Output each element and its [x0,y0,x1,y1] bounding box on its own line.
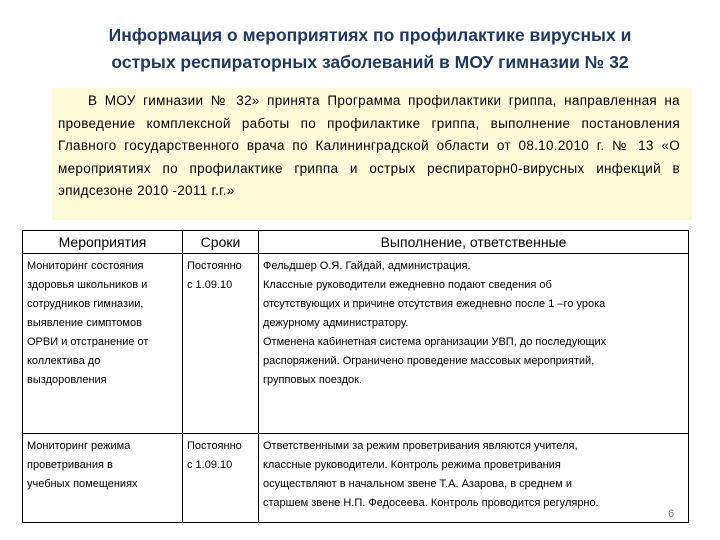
table-row [23,254,689,434]
cell-line: Отменена кабинетная система организации УВП, до последующих [263,336,607,348]
cell-line: ОРВИ и отстранение от [27,336,149,348]
cell-line: Классные руководители ежедневно подают сведения об [263,279,552,291]
cell-line: отсутствующих и причине отсутствия ежедневно после 1 –го урока [263,298,606,310]
cell-line: групповых поездок. [263,374,362,386]
intro-text-start: В МОУ гимназии № 32» принята [88,93,328,108]
header-execution: Выполнение, ответственные [259,231,689,254]
table-header-row [23,231,689,254]
table-row [23,434,689,523]
cell-line: сотрудников гимназии, [27,298,144,310]
slide-title [60,22,680,76]
cell-line: выявление симптомов [27,317,142,329]
execution-cell [259,434,689,523]
cell-line: здоровья школьников и [27,279,148,291]
event-cell [23,254,183,434]
cell-line: учебных помещениях [27,478,138,490]
event-cell [23,434,183,523]
cell-line: Постоянно [187,440,242,452]
cell-line: Фельдшер О.Я. Гайдай, администрация. [263,260,471,272]
dates-cell [183,254,259,434]
header-dates: Сроки [183,231,259,254]
cell-line: Мониторинг состояния [27,260,144,272]
dates-cell [183,434,259,523]
cell-line: Мониторинг режима [27,440,131,452]
intro-program-name: Программа профилактики гриппа, [327,93,557,108]
cell-line: осуществляют в начальном звене Т.А. Азарова, в среднем и [263,478,573,490]
cell-line: Ответственными за режим проветривания являются учителя, [263,440,578,452]
cell-line: Постоянно [187,260,242,272]
intro-text-end: направленная на проведение комплексной работы по профилактике гриппа, выполнение постановления Главного государственного врача по Калининградской области от 08.10.2010 г. № 13 «О мероприятиях по профилактике гриппа и острых респираторн0-вирусных инфекций в эпидсезоне 2010 -2011 г.г.» [58,93,680,198]
cell-line: распоряжений. Ограничено проведение массовых мероприятий, [263,355,595,367]
cell-line: с 1.09.10 [187,279,233,291]
page-number: 6 [668,508,675,520]
cell-line: старшем звене Н.П. Федосеева. Контроль проводится регулярно. [263,497,599,509]
events-table [22,230,689,523]
cell-line: классные руководители. Контроль режима проветривания [263,459,561,471]
cell-line: выздоровления [27,374,107,386]
cell-line: с 1.09.10 [187,459,233,471]
slide-title-line-2: острых респираторных заболеваний в МОУ гимназии № 32 [111,52,629,72]
intro-paragraph [58,90,680,203]
execution-cell [259,254,689,434]
intro-paragraph-box [52,88,692,220]
cell-line: коллектива до [27,355,101,367]
slide-title-line-1: Информация о мероприятиях по профилактике вирусных и [108,25,632,45]
cell-line: проветривания в [27,459,113,471]
cell-line: дежурному администратору. [263,317,409,329]
header-events: Мероприятия [23,231,183,254]
